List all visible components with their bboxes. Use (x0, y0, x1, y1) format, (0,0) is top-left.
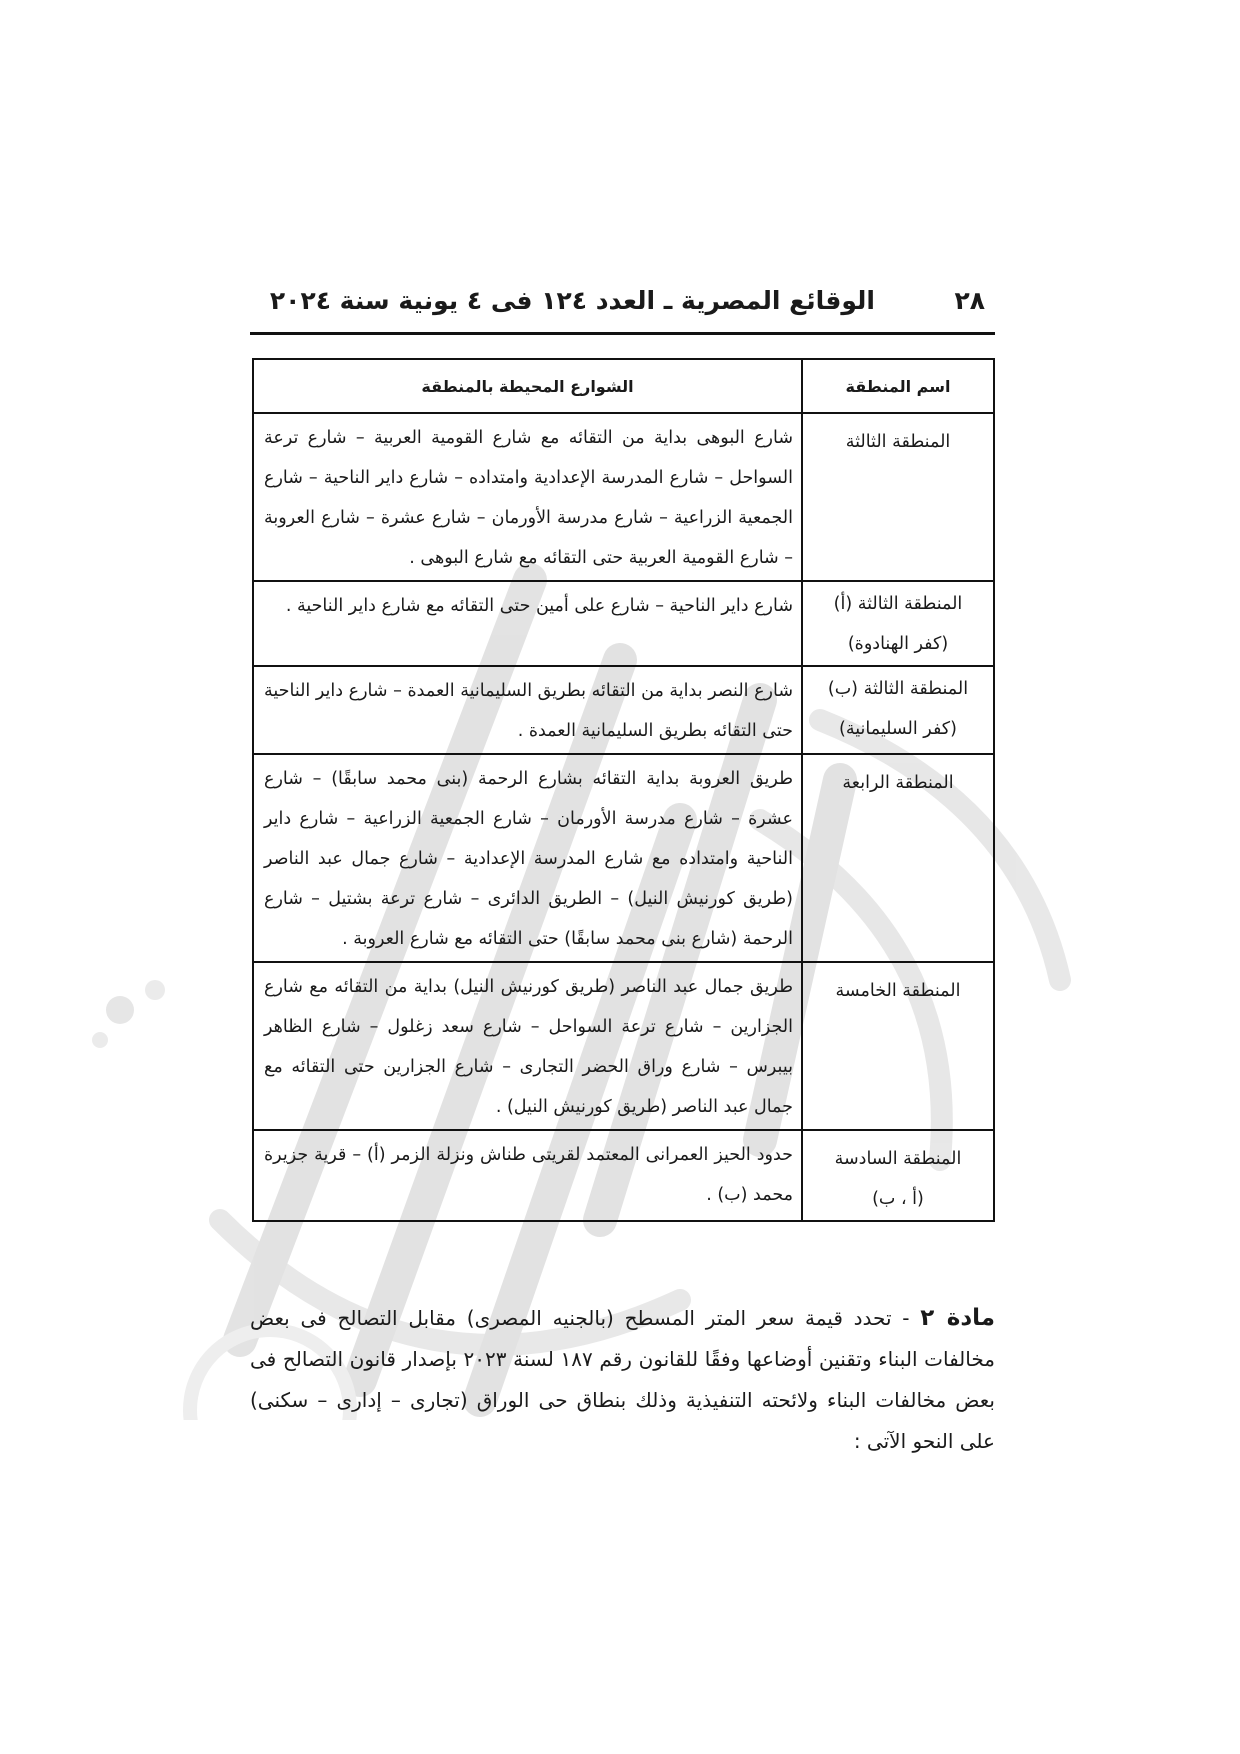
zone-streets: حدود الحيز العمرانى المعتمد لقريتى طناش ونزلة الزمر (أ) – قرية جزيرة محمد (ب) . (253, 1130, 802, 1221)
header-rule (250, 332, 995, 335)
gazette-title: الوقائع المصرية ـ العدد ١٢٤ فى ٤ يونية سنة ٢٠٢٤ (269, 286, 875, 315)
zone-streets: شارع داير الناحية – شارع على أمين حتى التقائه مع شارع داير الناحية . (253, 581, 802, 666)
zone-name-cell (802, 413, 994, 581)
zone-streets: شارع النصر بداية من التقائه بطريق السليمانية العمدة – شارع داير الناحية حتى التقائه بطريق السليمانية العمدة . (253, 666, 802, 754)
zone-streets: شارع البوهى بداية من التقائه مع شارع القومية العربية – شارع ترعة السواحل – شارع المدرسة الإعدادية وامتداده – شارع داير الناحية – شارع الجمعية الزراعية – شارع مدرسة الأورمان – شارع عشرة – شارع العروبة – شارع القومية العربية حتى التقائه مع شارع البوهى . (253, 413, 802, 581)
zone-name: المنطقة الرابعة (842, 773, 954, 793)
column-header-zone-name: اسم المنطقة (802, 359, 994, 413)
column-header-streets: الشوارع المحيطة بالمنطقة (253, 359, 802, 413)
zone-subname: (كفر الهنادوة) (847, 634, 949, 654)
zone-name: المنطقة الخامسة (835, 981, 961, 1001)
zone-name: المنطقة الثالثة (ب) (827, 679, 969, 699)
article-text: - تحدد قيمة سعر المتر المسطح (بالجنيه المصرى) مقابل التصالح فى بعض مخالفات البناء وتقنين أوضاعها وفقًا للقانون رقم ١٨٧ لسنة ٢٠٢٣ بإصدار قانون التصالح فى بعض مخالفات البناء ولائحته التنفيذية وذلك بنطاق حى الوراق (تجارى – إدارى – سكنى) على النحو الآتى : (250, 1306, 995, 1453)
zone-name-cell (802, 962, 994, 1130)
zone-streets: طريق العروبة بداية التقائه بشارع الرحمة (بنى محمد سابقًا) – شارع عشرة – شارع مدرسة الأورمان – شارع الجمعية الزراعية – شارع داير الناحية وامتداده مع شارع المدرسة الإعدادية – شارع جمال عبد الناصر (طريق كورنيش النيل) – الطريق الدائرى – شارع ترعة بشتيل – شارع الرحمة (شارع بنى محمد سابقًا) حتى التقائه مع شارع العروبة . (253, 754, 802, 962)
zone-streets: طريق جمال عبد الناصر (طريق كورنيش النيل) بداية من التقائه مع شارع الجزارين – شارع ترعة السواحل – شارع سعد زغلول – شارع الظاهر بيبرس – شارع وراق الحضر التجارى – شارع الجزارين حتى التقائه مع جمال عبد الناصر (طريق كورنيش النيل) . (253, 962, 802, 1130)
table-row (253, 754, 994, 962)
zone-subname: (كفر السليمانية) (839, 719, 957, 739)
page-number: ٢٨ (954, 286, 985, 315)
table-row (253, 962, 994, 1130)
zone-name: المنطقة الثالثة (845, 432, 951, 452)
article-label: مادة ٢ (920, 1305, 996, 1331)
table-header-row (253, 359, 994, 413)
zones-table (252, 358, 995, 1222)
table-row (253, 581, 994, 666)
zone-name-cell (802, 666, 994, 754)
zone-subname: (أ ، ب) (872, 1189, 924, 1209)
article-paragraph (250, 1298, 995, 1462)
zone-name: المنطقة الثالثة (أ) (833, 594, 963, 614)
zone-name: المنطقة السادسة (834, 1149, 962, 1169)
table-row (253, 1130, 994, 1221)
table-row (253, 666, 994, 754)
zone-name-cell (802, 754, 994, 962)
zone-name-cell (802, 581, 994, 666)
page-header (250, 282, 995, 322)
table-row (253, 413, 994, 581)
zone-name-cell (802, 1130, 994, 1221)
